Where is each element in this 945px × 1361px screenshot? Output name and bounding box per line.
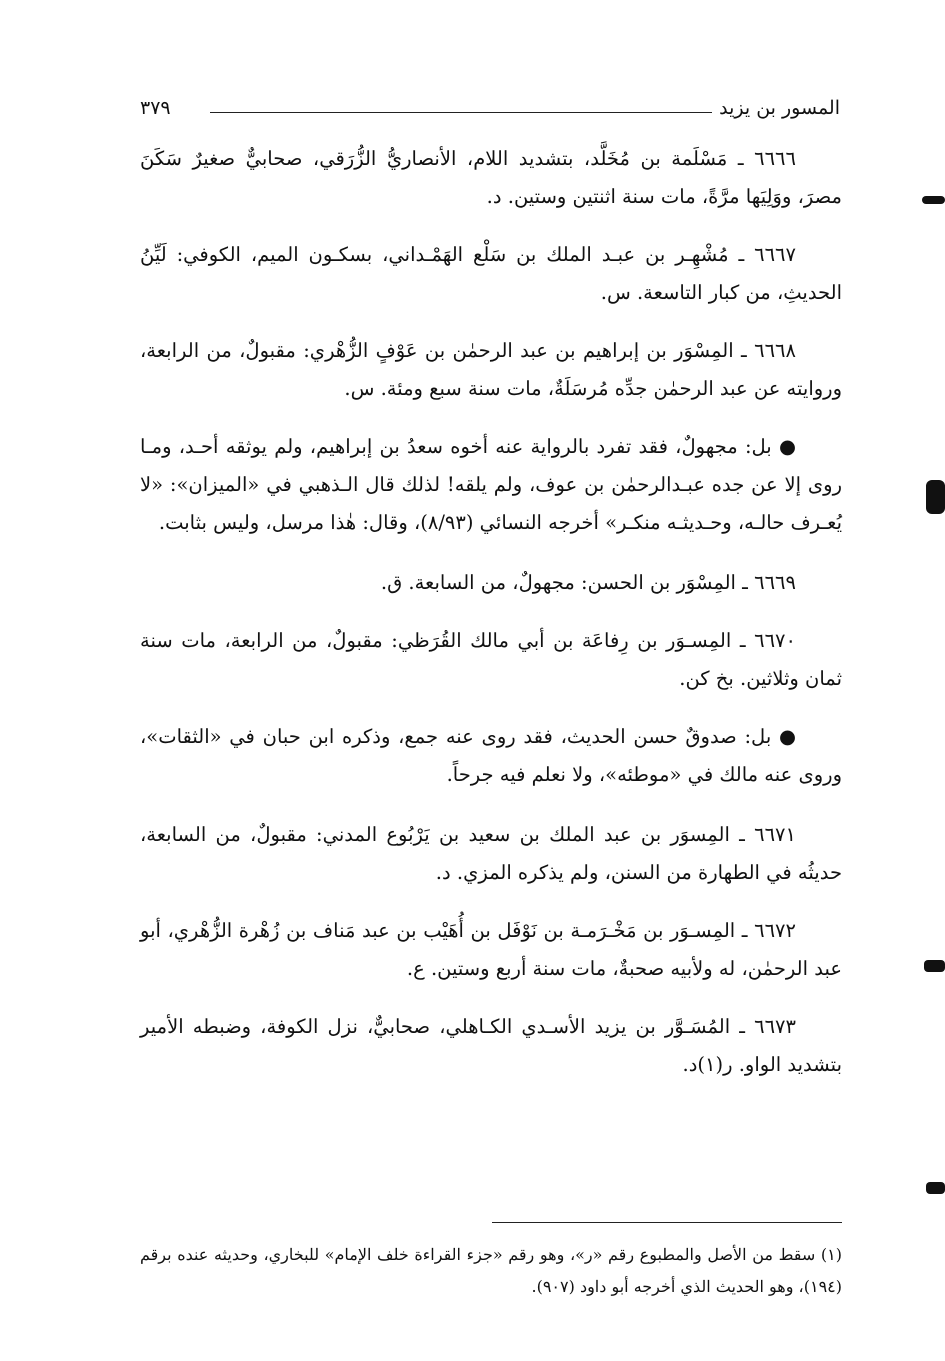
running-title: المسور بن يزيد (719, 97, 840, 119)
entry-6666: ٦٦٦٦ ـ مَسْلَمة بن مُخَلَّد، بتشديد اللام، الأنصاريُّ الزُّرَقي، صحابيٌّ صغيرٌ سَكَنَ مصرَ، ووَلِيَها مرَّةً، مات سنة اثنتين وستين. د. (140, 147, 842, 208)
footnote-1: (١) سقط من الأصل والمطبوع رقم «ر»، وهو رقم «جزء القراءة خلف الإمام» للبخاري، وحديثه عنده برقم (١٩٤)، وهو الحديث الذي أخرجه أبو داود (٩٠٧). (140, 1245, 842, 1296)
commentary-6670: ● بل: صدوقٌ حسن الحديث، فقد روى عنه جمع، وذكره ابن حبان في «الثقات»، وروى عنه مالك في «موطئه»، ولا نعلم فيه جرحاً. (140, 725, 842, 786)
entry-6671: ٦٦٧١ ـ المِسوَر بن عبد الملك بن سعيد بن يَرْبُوع المدني: مقبولٌ، من السابعة، حديثُه في الطهارة من السنن، ولم يذكره المزي. د. (140, 823, 842, 884)
entry-6672: ٦٦٧٢ ـ المِسـوَر بن مَخْـرَمـة بن نَوْفَل بن أُهَيْب بن عبد مَناف بن زُهْرة الزُّهْري، أبو عبد الرحمٰن، له ولأبيه صحبةٌ، مات سنة أربع وستين. ع. (140, 919, 842, 980)
entry-6668: ٦٦٦٨ ـ المِسْوَر بن إبراهيم بن عبد الرحمٰن بن عَوْفٍ الزُّهْري: مقبولٌ، من الرابعة، وروايته عن عبد الرحمٰن جدِّه مُرسَلَةٌ، مات سنة سبع ومئة. س. (140, 339, 842, 400)
commentary-6668: ● بل: مجهولٌ، فقد تفرد بالرواية عنه أخوه سعدُ بن إبراهيم، ولم يوثقه أحـد، ومـا روى إلا عن جده عبـدالرحمٰن بن عوف، ولم يلقه! لذلك قال الـذهبي في «الميزان»: «لا يُعـرف حالـه، وحـديثـه منكـر» أخرجه النسائي (٨/٩٣)، وقال: هٰذا مرسل، وليس بثابت. (140, 435, 842, 534)
page-number: ٣٧٩ (140, 97, 171, 119)
page-header (140, 95, 840, 125)
entry-6669: ٦٦٦٩ ـ المِسْوَر بن الحسن: مجهولٌ، من السابعة. ق. (380, 571, 796, 594)
entry-6670: ٦٦٧٠ ـ المِسـوَر بن رِفاعَة بن أبي مالك القُرَظي: مقبولٌ، من الرابعة، مات سنة ثمان وثلاثين. بخ كن. (140, 629, 842, 690)
footnotes (140, 1222, 842, 1319)
footnote-rule (492, 1222, 842, 1223)
header-rule (210, 112, 712, 113)
margin-mark (926, 480, 945, 514)
margin-mark (926, 1182, 945, 1194)
page-body (140, 140, 842, 1104)
entry-6667: ٦٦٦٧ ـ مُشْهِـر بن عبـد الملك بن سَلْع الهَمْـداني، بسكـون الميم، الكوفي: لَيِّنُ الحديثِ، من كبار التاسعة. س. (140, 243, 842, 304)
margin-mark (924, 960, 945, 972)
margin-mark (922, 196, 945, 204)
entry-6673: ٦٦٧٣ ـ المُسَـوَّر بن يزيد الأسـدي الكـاهلي، صحابيٌّ، نزل الكوفة، وضبطه الأمير بتشديد الواو. ر(١)د. (140, 1015, 842, 1076)
